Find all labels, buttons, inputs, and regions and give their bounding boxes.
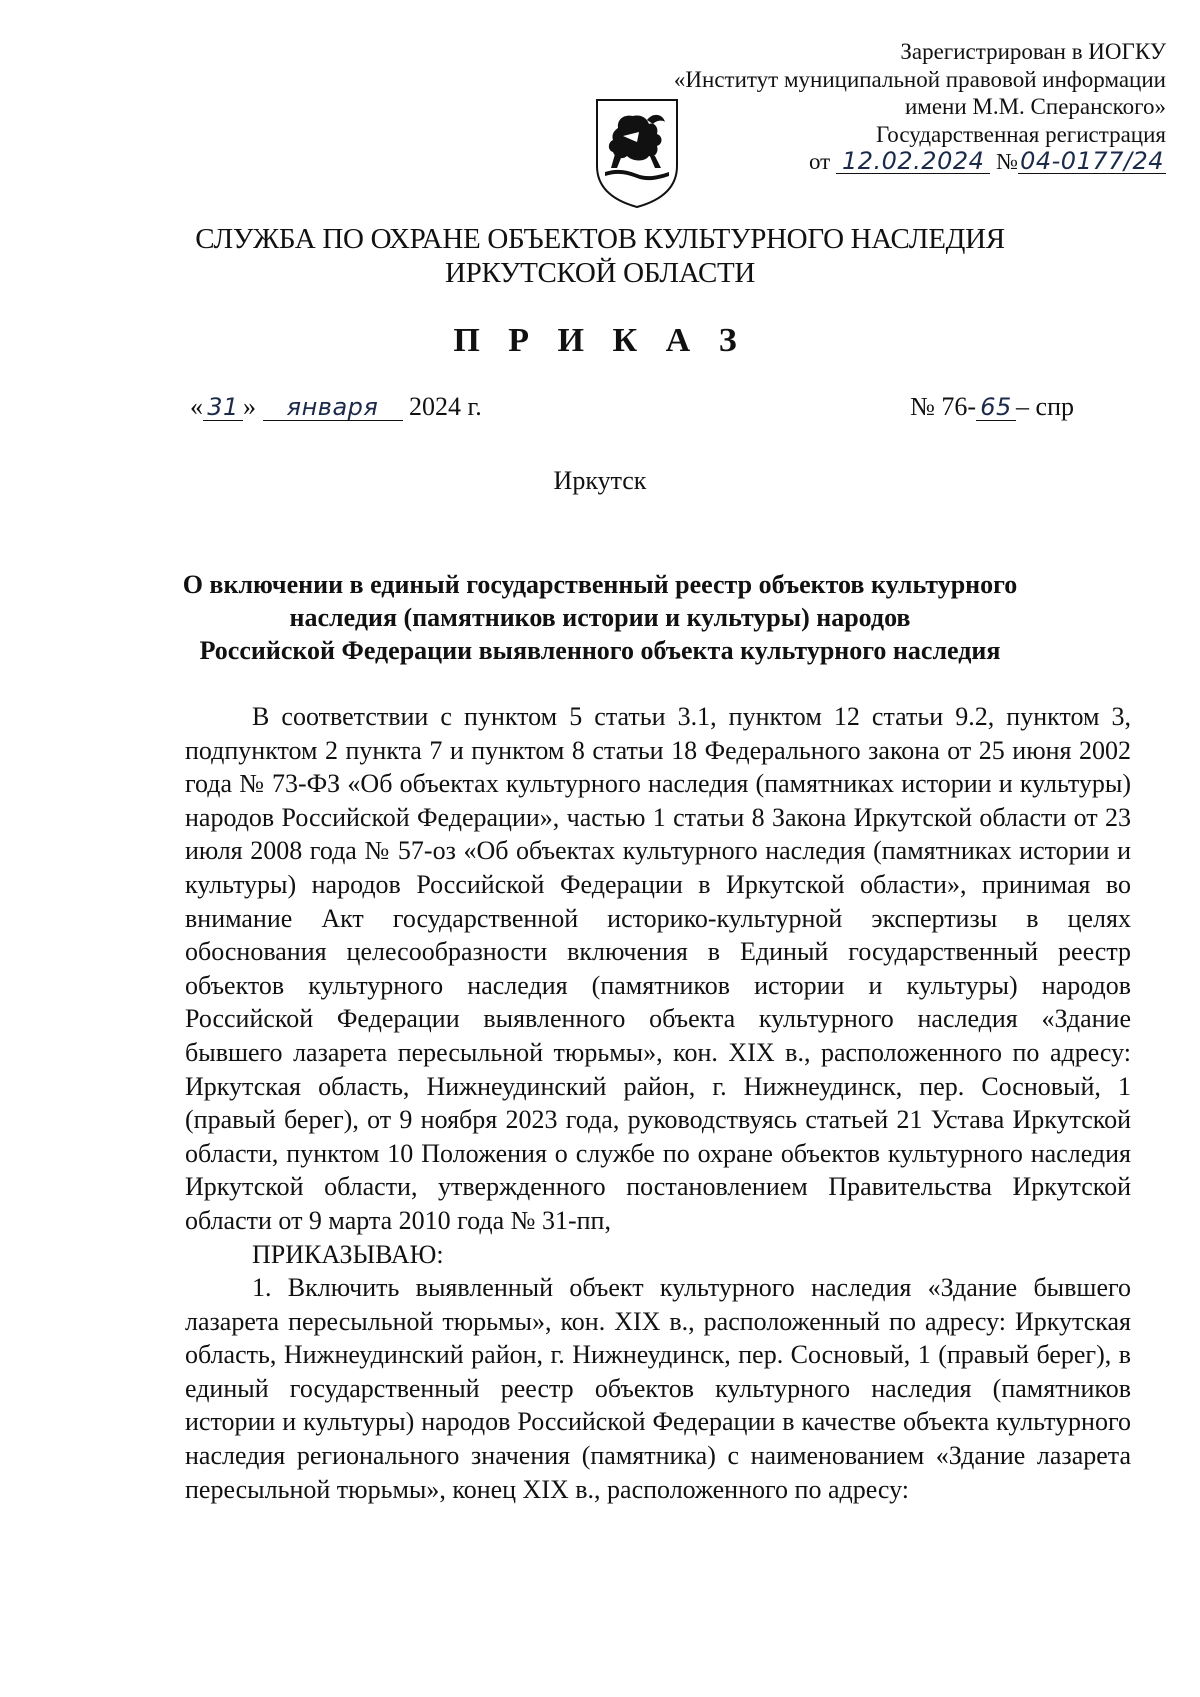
document-title-line-1: О включении в единый государственный реестр объектов культурного bbox=[182, 570, 1018, 599]
agency-name bbox=[0, 222, 1200, 290]
city: Иркутск bbox=[553, 466, 647, 495]
date-year: 2024 г. bbox=[409, 392, 482, 421]
agency-line-1: СЛУЖБА ПО ОХРАНЕ ОБЪЕКТОВ КУЛЬТУРНОГО НАСЛЕДИЯ bbox=[195, 223, 1005, 255]
date-day: 31 bbox=[203, 394, 243, 421]
irkutsk-coat-of-arms-icon bbox=[593, 96, 681, 210]
date-open-quote: « bbox=[190, 392, 203, 421]
preamble-paragraph: В соответствии с пунктом 5 статьи 3.1, пунктом 12 статьи 9.2, пунктом 3, подпунктом 2 пункта 7 и пунктом 8 статьи 18 Федерального закона от 25 июня 2002 года № 73-ФЗ «Об объектах культурного наследия (памятниках истории и культуры) народов Российской Федерации», частью 1 статьи 8 Закона Иркутской области от 23 июля 2008 года № 57-оз «Об объектах культурного наследия (памятниках истории и культуры) народов Российской Федерации в Иркутской области», принимая во внимание Акт государственной историко-культурной экспертизы в целях обоснования целесообразности включения в Единый государственный реестр объектов культурного наследия (памятников истории и культуры) народов Российской Федерации выявленного объекта культурного наследия «Здание бывшего лазарета пересыльной тюрьмы», кон. XIX в., расположенного по адресу: Иркутская область, Нижнеудинский район, г. Нижнеудинск, пер. Сосновый, 1 (правый берег), от 9 ноября 2023 года, руководствуясь статьей 21 Устава Иркутской области, пунктом 10 Положения о службе по охране объектов культурного наследия Иркутской области, утвержденного постановлением Правительства Иркутской области от 9 марта 2010 года № 31-пп, bbox=[185, 702, 1131, 1235]
registration-date-prefix: от bbox=[808, 149, 831, 174]
order-number-prefix: № 76- bbox=[910, 392, 977, 421]
registration-line-2: «Институт муниципальной правовой информации bbox=[673, 66, 1166, 92]
registration-number-prefix: № bbox=[996, 149, 1019, 174]
date-close-quote: » bbox=[243, 392, 256, 421]
registration-number: 04-0177/24 bbox=[1020, 147, 1164, 175]
order-date bbox=[190, 392, 482, 422]
registration-line-4: Государственная регистрация bbox=[876, 121, 1166, 147]
registration-line-1: Зарегистрирован в ИОГКУ bbox=[900, 39, 1166, 64]
order-number bbox=[910, 392, 1074, 422]
date-month: января bbox=[263, 394, 403, 421]
order-title: П Р И К А З bbox=[453, 322, 747, 359]
registration-line-3: имени М.М. Сперанского» bbox=[904, 94, 1166, 119]
order-item-1: 1. Включить выявленный объект культурного наследия «Здание бывшего лазарета пересыльной тюрьмы», кон. XIX в., расположенный по адресу: Иркутская область, Нижнеудинский район, г. Нижнеудинск, пер. Сосновый, 1 (правый берег), в единый государственный реестр объектов культурного наследия (памятников истории и культуры) народов Российской Федерации в качестве объекта культурного наследия регионального значения (памятника) с наименованием «Здание лазарета пересыльной тюрьмы», конец XIX в., расположенного по адресу: bbox=[185, 1273, 1131, 1504]
document-body bbox=[185, 700, 1131, 1506]
document-title-line-3: Российской Федерации выявленного объекта культурного наследия bbox=[199, 636, 1001, 665]
decree-word: ПРИКАЗЫВАЮ: bbox=[252, 1239, 444, 1269]
document-title-line-2: наследия (памятников истории и культуры) народов bbox=[289, 603, 911, 632]
order-number-value: 65 bbox=[976, 394, 1016, 421]
registration-date: 12.02.2024 bbox=[836, 149, 990, 174]
registration-stamp bbox=[674, 38, 1166, 176]
order-number-suffix: – спр bbox=[1016, 392, 1074, 421]
agency-line-2: ИРКУТСКОЙ ОБЛАСТИ bbox=[444, 257, 756, 289]
document-title bbox=[150, 568, 1050, 667]
registration-number-row bbox=[674, 148, 1166, 176]
